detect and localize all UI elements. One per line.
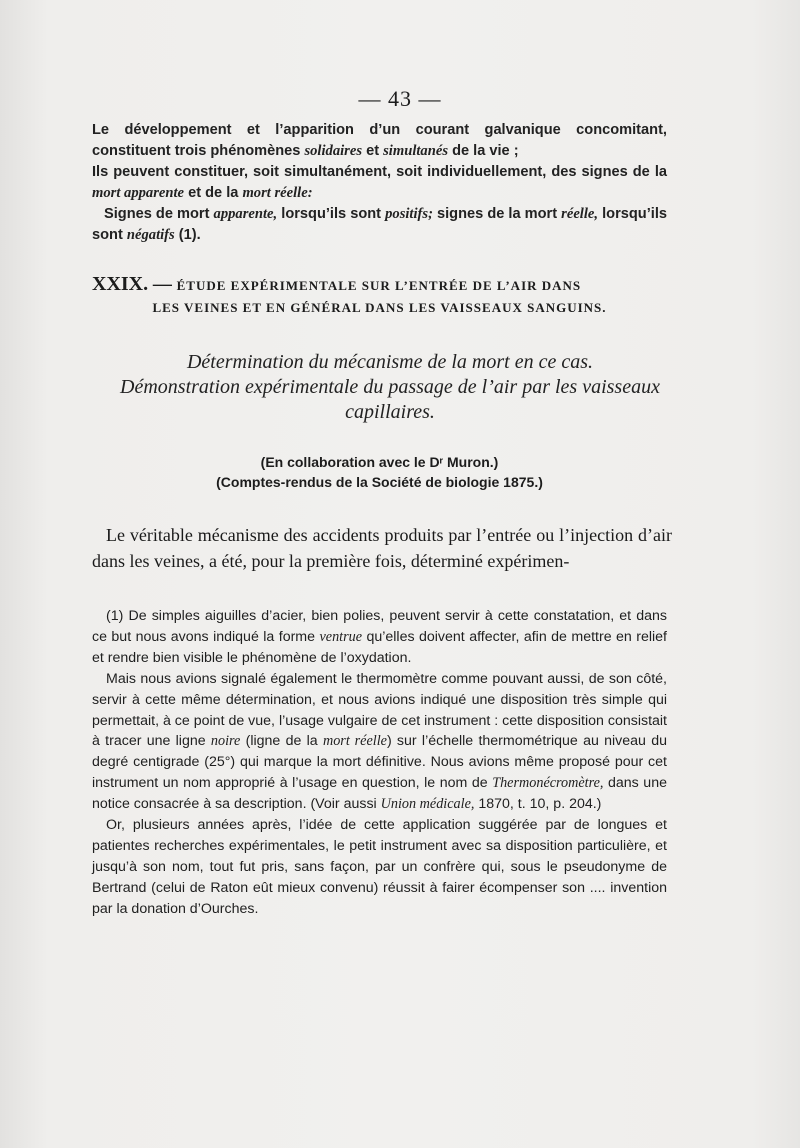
page-number: — 43 —: [358, 86, 442, 111]
text-run: ) sur l’échelle thermométrique au niveau du degré centigrade (25°) qui marque la mort définitive. Nous avions même proposé pour cet instrument un nom approprié à l’usage en question, le nom de: [92, 733, 667, 792]
italic-title: [70, 350, 710, 425]
text-run: (1).: [174, 227, 201, 243]
italic-title-line2: Démonstration expérimentale du passage de l’air par les vaisseaux: [120, 376, 660, 398]
text-run: qu’elles doivent affecter, afin de mettre en relief et rendre bien visible le phénomène de l’oxydation.: [92, 628, 667, 666]
lead-text: Le véritable mécanisme des accidents produits par l’entrée ou l’injection d’air dans les veines, a été, pour la première fois, déterminé expérimen-: [92, 525, 672, 571]
text-run: Ils peuvent constituer, soit simultanément, soit individuellement, des signes de la: [92, 164, 667, 180]
intro-paragraph-3: [92, 204, 667, 246]
collaboration-line2: (Comptes-rendus de la Société de biologie 1875.): [216, 474, 543, 490]
section-heading: [92, 272, 667, 316]
collaboration-note: [92, 452, 667, 492]
italic-run: mort réelle: [322, 733, 387, 750]
italic-run: réelle,: [561, 206, 599, 222]
italic-run: mort apparente: [92, 185, 185, 201]
italic-run: négatifs: [126, 227, 175, 243]
italic-run: noire: [210, 733, 241, 750]
text-run: de la vie ;: [448, 143, 519, 159]
italic-run: simultanés: [383, 143, 449, 159]
text-run: lorsqu’ils sont: [92, 206, 667, 243]
intro-paragraph-1: [92, 120, 667, 162]
intro-paragraph-2: [92, 162, 667, 204]
collaboration-line1: (En collaboration avec le Dʳ Muron.): [260, 454, 499, 470]
footnote-paragraph-1: [92, 606, 667, 669]
section-dash: —: [148, 274, 177, 295]
text-run: (ligne de la: [240, 733, 323, 750]
italic-run: Union médicale,: [380, 796, 475, 813]
text-run: Mais nous avions signalé également le thermomètre comme pouvant aussi, de son côté, servir à cette même détermination, et nous avions indiqué une disposition très simple qui permettait, à ce point de vue, l’usage vulgaire de cet instrument : cette disposition consistait à tracer une ligne: [92, 670, 667, 750]
text-run: (1) De simples aiguilles d’acier, bien polies, peuvent servir à cette constatation, et dans ce but nous avons indiqué la forme: [92, 608, 667, 645]
italic-run: ventrue: [319, 628, 363, 645]
text-run: Or, plusieurs années après, l’idée de cette application suggérée par de longues et patientes recherches expérimentales, le petit instrument avec sa disposition particulière, et jusqu’à son nom, tout fut pris, sans façon, par un confrère qui, sous le pseudonyme de Bertrand (celui de Raton eût mieux convenu) réussit à fairer écompenser son .... invention par la donation d’Ourches.: [92, 817, 667, 917]
section-number: XXIX.: [92, 273, 149, 295]
footnote-paragraph-2: [92, 669, 667, 815]
italic-run: mort réelle:: [242, 185, 313, 201]
footnote: [92, 606, 667, 920]
text-run: et de la: [184, 185, 243, 201]
text-run: Le développement et l’apparition d’un courant galvanique concomitant, constituent trois phénomènes: [92, 122, 667, 159]
lead-paragraph: [92, 522, 672, 574]
text-run: 1870, t. 10, p. 204.): [474, 796, 602, 813]
text-run: signes de la mort: [432, 206, 562, 222]
text-run: Signes de mort: [104, 206, 214, 222]
text-run: dans une notice consacrée à sa description. (Voir aussi: [92, 775, 667, 813]
text-run: lorsqu’ils sont: [277, 206, 386, 222]
italic-run: solidaires: [304, 143, 363, 159]
section-title-line2: LES VEINES ET EN GÉNÉRAL DANS LES VAISSEAUX SANGUINS.: [152, 300, 607, 315]
italic-run: Thermonécromètre,: [492, 775, 604, 792]
italic-run: apparente,: [213, 206, 278, 222]
italic-title-line3: capillaires.: [345, 401, 435, 423]
italic-title-line1: Détermination du mécanisme de la mort en ce cas.: [186, 351, 593, 373]
text-run: et: [362, 143, 384, 159]
section-title-line1: ÉTUDE EXPÉRIMENTALE SUR L’ENTRÉE DE L’AIR DANS: [176, 278, 582, 293]
footnote-paragraph-3: [92, 815, 667, 920]
italic-run: positifs;: [385, 206, 433, 222]
intro-block: [92, 120, 667, 246]
